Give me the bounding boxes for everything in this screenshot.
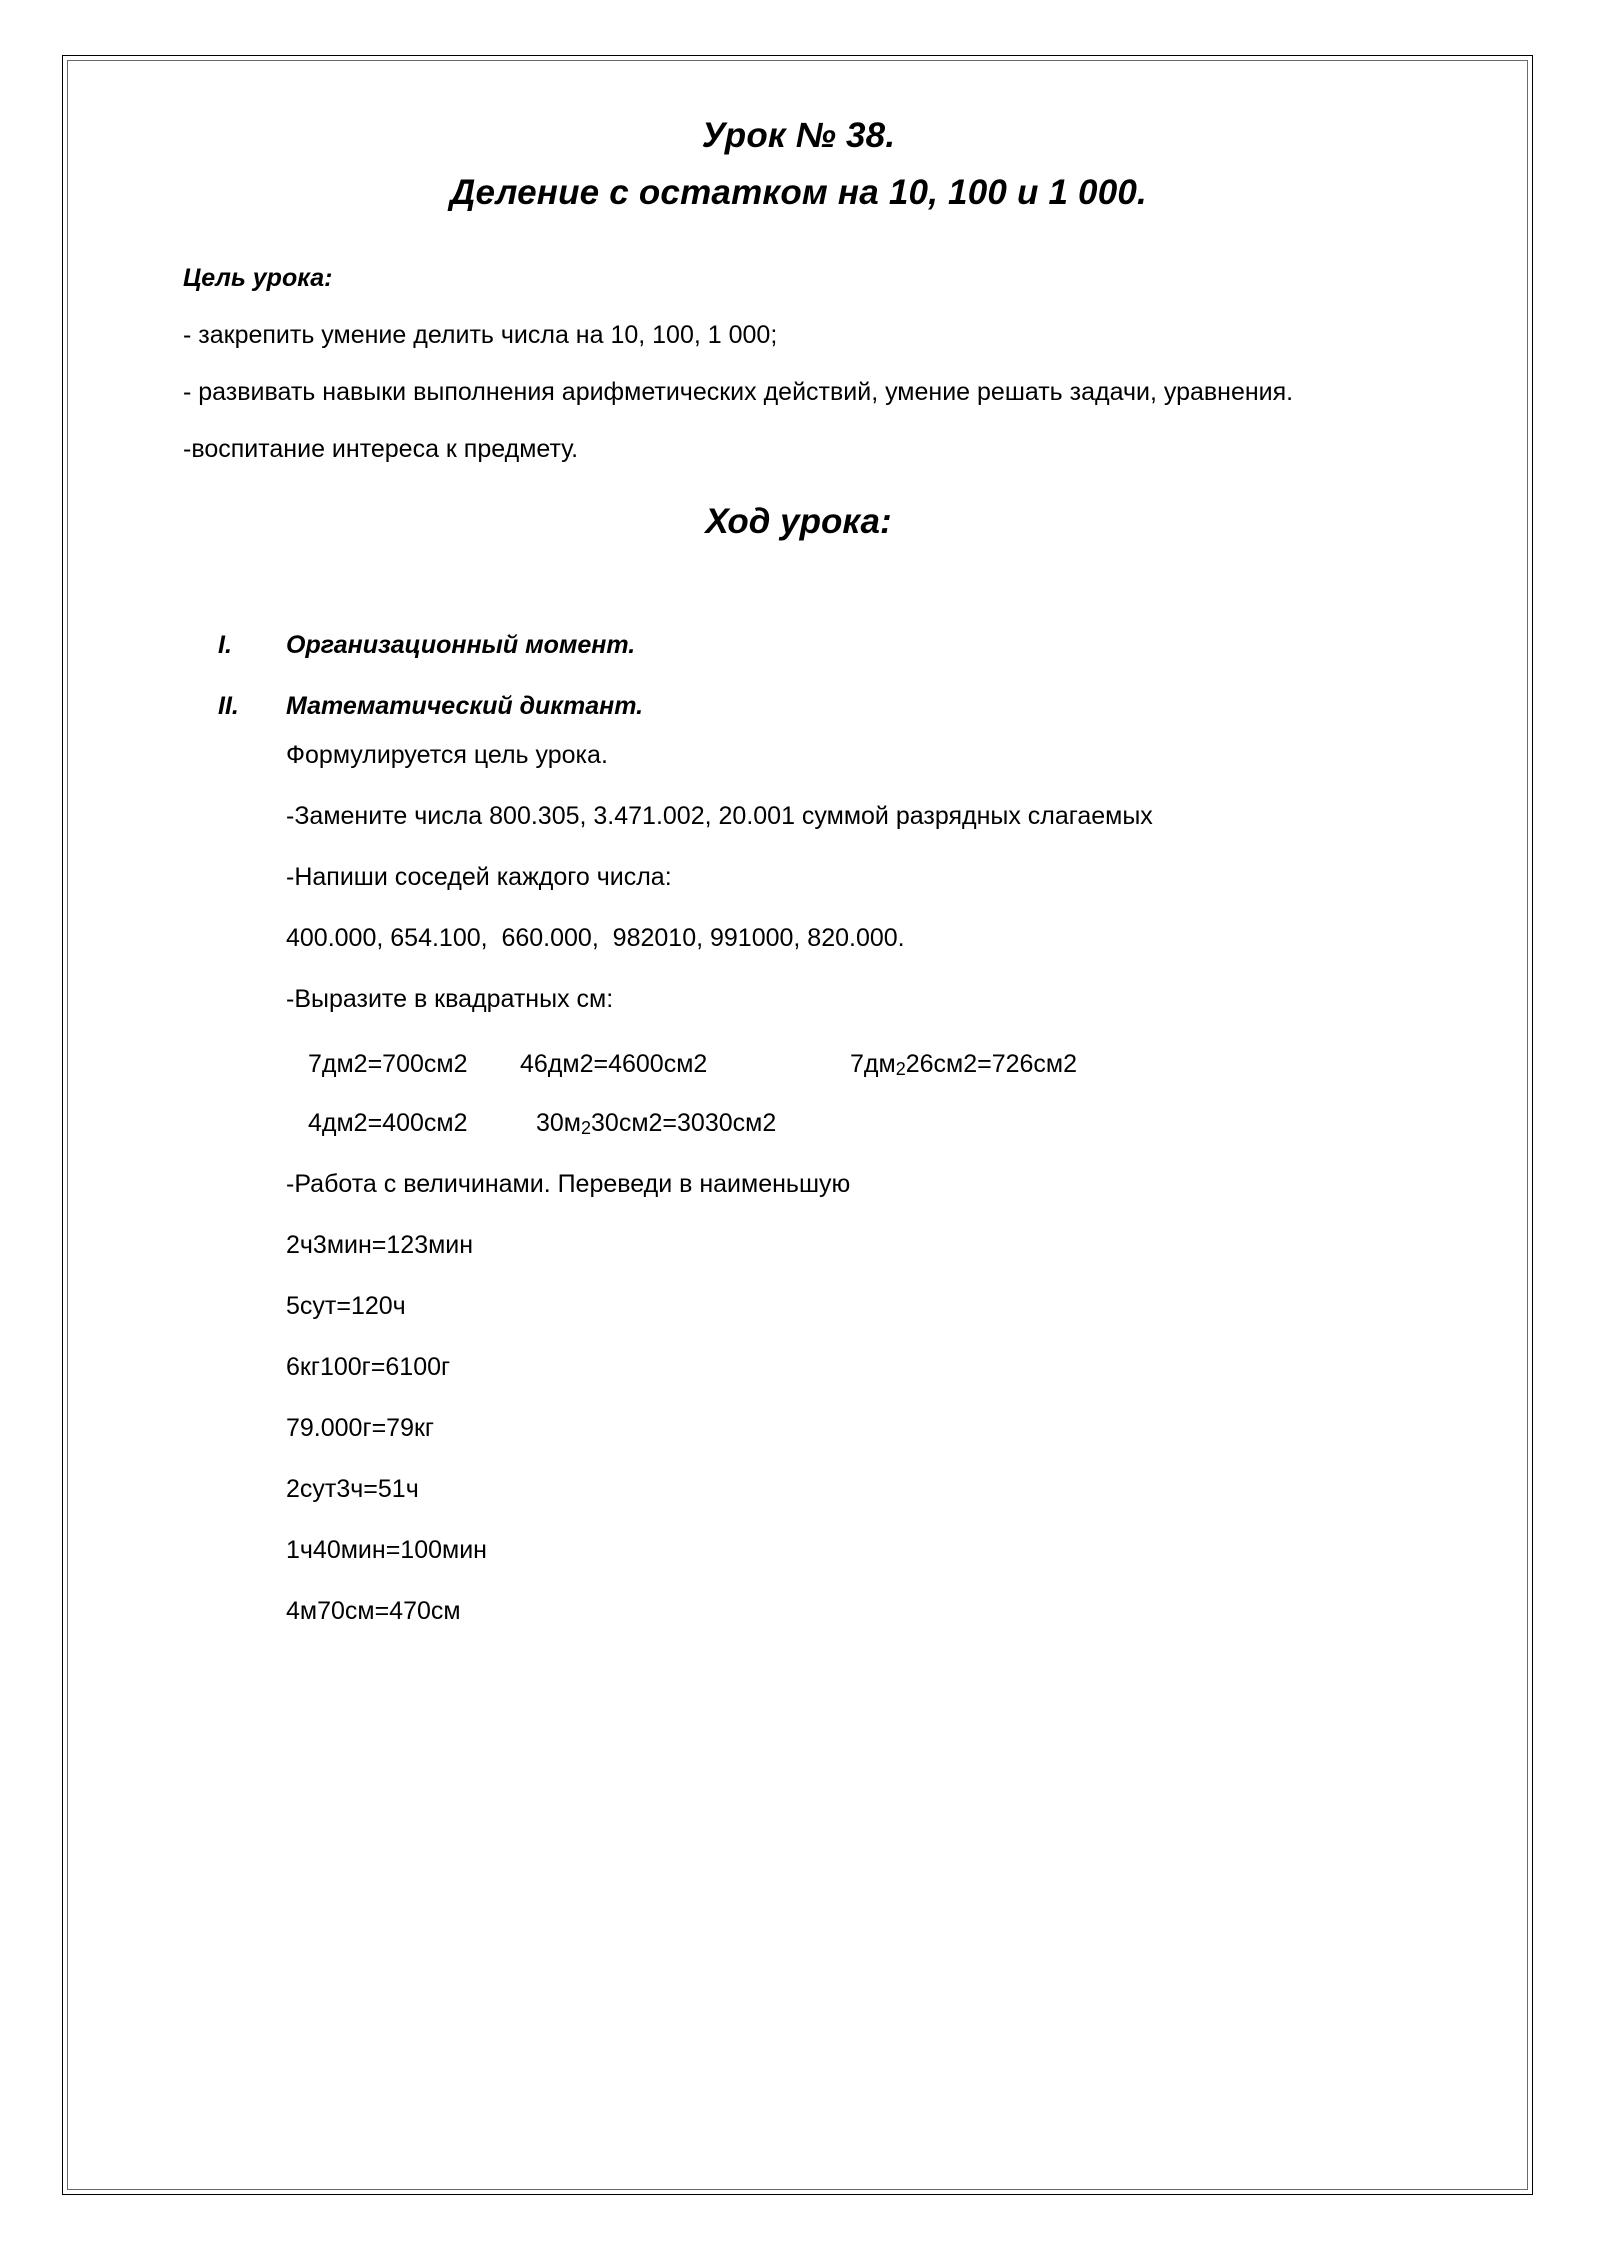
dictation-neighbour-numbers: 400.000, 654.100, 660.000, 982010, 991000, 820.000. (286, 924, 905, 952)
area-cell-suffix: 26см2=726см2 (905, 1050, 1078, 1078)
lesson-section-item-1 (218, 633, 1504, 658)
unit-conversion-item: 6кг100г=6100г (286, 1353, 451, 1381)
dictation-body (93, 743, 1504, 1624)
goal-item-3: -воспитание интереса к предмету. (183, 435, 579, 463)
unit-conversion-item: 2ч3мин=123мин (286, 1231, 474, 1259)
dictation-intro: Формулируется цель урока. (286, 741, 608, 769)
document-content (63, 56, 1534, 1624)
area-cell-suffix: 30см2=3030см2 (591, 1109, 777, 1137)
lesson-section-item-2 (218, 694, 1504, 719)
area-conversion-cell: 4дм2=400см2 (308, 1109, 468, 1137)
lesson-sections-list (93, 633, 1504, 719)
unit-conversion-item: 1ч40мин=100мин (286, 1536, 487, 1564)
dictation-task-3: -Выразите в квадратных см: (286, 985, 614, 1013)
unit-conversion-item: 2сут3ч=51ч (286, 1475, 419, 1503)
area-conversion-cell (850, 1052, 1077, 1077)
goal-label: Цель урока: (183, 264, 333, 292)
unit-conversion-item: 5сут=120ч (286, 1292, 406, 1320)
lesson-title-line-1: Урок № 38. (701, 116, 896, 155)
area-conversion-cell (520, 1111, 866, 1136)
area-conversion-cell: 7дм2=700см2 (308, 1050, 468, 1078)
area-cell-prefix: 7дм (850, 1050, 896, 1078)
section-numeral: I. (218, 631, 232, 659)
document-page (62, 55, 1533, 2195)
dictation-task-2: -Напиши соседей каждого числа: (286, 863, 672, 891)
section-title: Организационный момент. (286, 631, 636, 659)
section-title: Математический диктант. (286, 692, 644, 720)
lesson-goal-block (93, 266, 1504, 462)
area-cell-subscript: 2 (895, 1058, 906, 1079)
unit-conversion-item: 79.000г=79кг (286, 1414, 435, 1442)
unit-conversion-list (286, 1233, 1504, 1624)
section-numeral: II. (218, 692, 239, 720)
area-conversion-table (286, 1052, 1504, 1136)
dictation-task-1: -Замените числа 800.305, 3.471.002, 20.001 суммой разрядных слагаемых (286, 802, 1153, 830)
area-cell-prefix: 30м (536, 1109, 581, 1137)
unit-conversion-item: 4м70см=470см (286, 1597, 461, 1625)
goal-item-1: - закрепить умение делить числа на 10, 100, 1 000; (183, 321, 778, 349)
area-conversion-cell: 46дм2=4600см2 (520, 1050, 708, 1078)
area-cell-subscript: 2 (581, 1117, 592, 1138)
area-conversion-row (286, 1111, 1504, 1136)
goal-item-2: - развивать навыки выполнения арифметических действий, умение решать задачи, уравнения. (183, 378, 1294, 406)
area-conversion-row (286, 1052, 1504, 1077)
dictation-task-4: -Работа с величинами. Переведи в наименьшую (286, 1170, 851, 1198)
course-of-lesson-heading: Ход урока: (705, 502, 892, 541)
lesson-title-line-2: Деление с остатком на 10, 100 и 1 000. (450, 173, 1147, 212)
